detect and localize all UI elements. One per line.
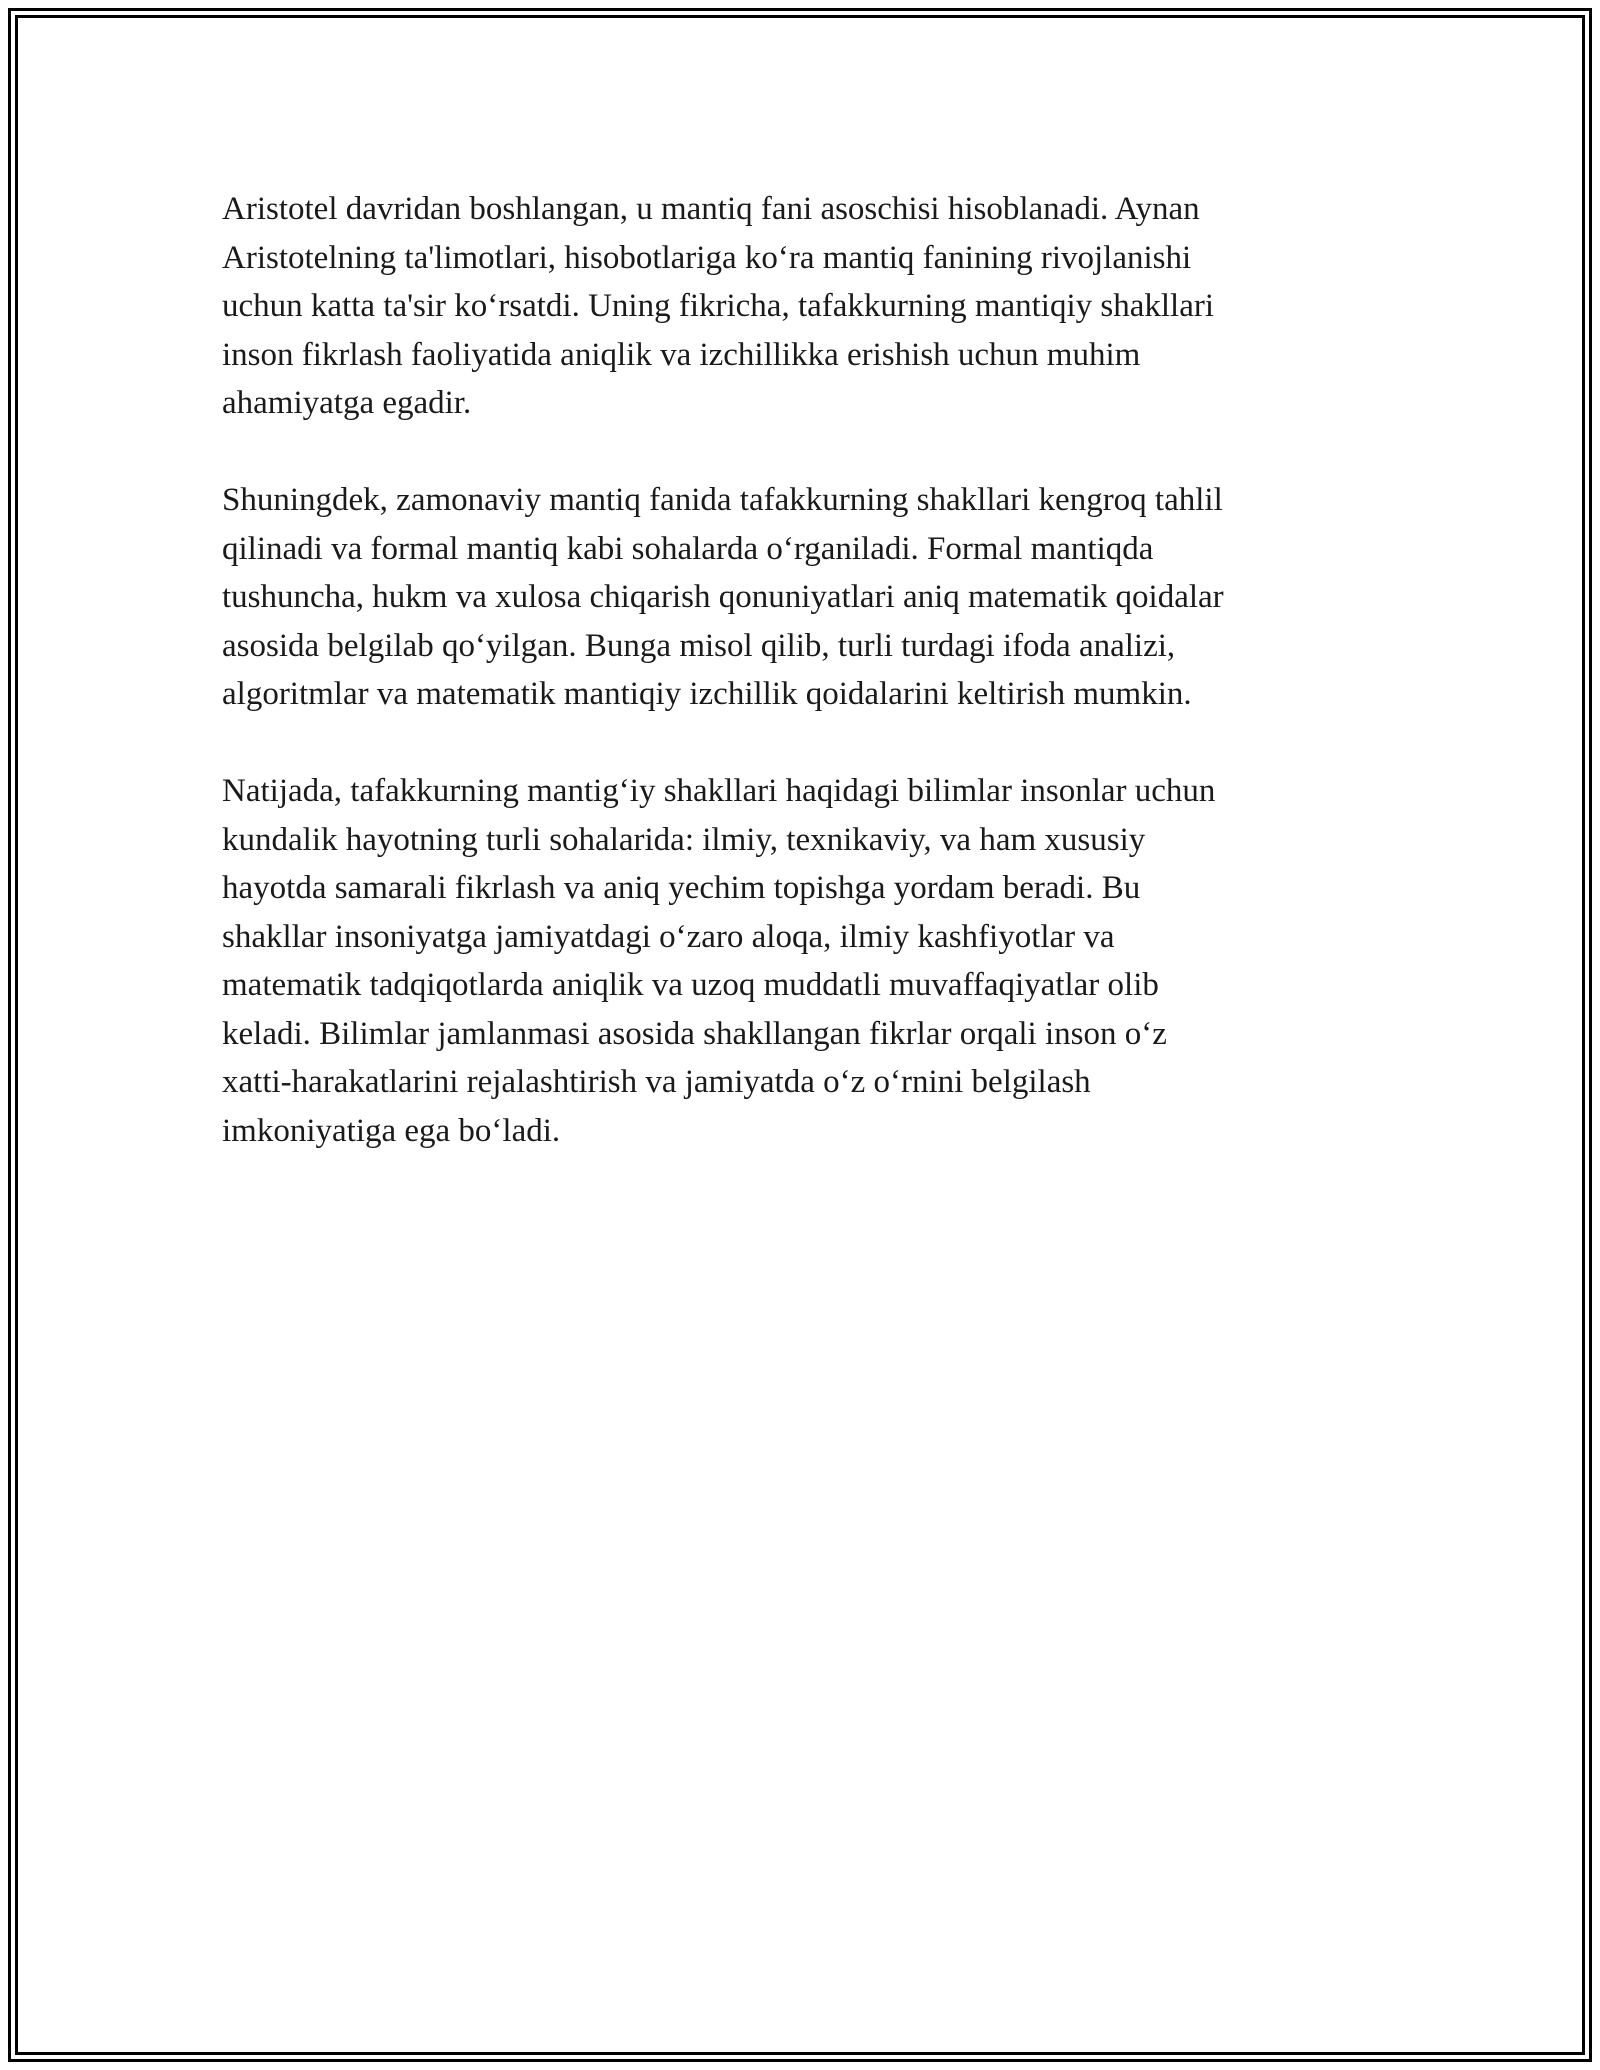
paragraph-aristotle [222,185,1372,428]
paragraph-modern-logic [222,476,1372,719]
text-line: Shuningdek, zamonaviy mantiq fanida tafakkurning shakllari kengroq tahlil [222,482,1223,518]
text-line: asosida belgilab qo‘yilgan. Bunga misol qilib, turli turdagi ifoda analizi, [222,627,1176,664]
text-line: hayotda samarali fikrlash va aniq yechim topishga yordam beradi. Bu [222,870,1141,906]
text-line: ahamiyatga egadir. [222,385,472,421]
text-line: kundalik hayotning turli sohalarida: ilmiy, texnikaviy, va ham xususiy [222,821,1146,858]
text-line: qilinadi va formal mantiq kabi sohalarda o‘rganiladi. Formal mantiqda [222,530,1154,567]
text-line: xatti-harakatlarini rejalashtirish va jamiyatda o‘z o‘rnini belgilash [222,1064,1091,1100]
text-line: Natijada, tafakkurning mantig‘iy shakllari haqidagi bilimlar insonlar uchun [222,773,1216,809]
text-line: imkoniyatiga ega bo‘ladi. [222,1112,561,1149]
text-line: uchun katta ta'sir ko‘rsatdi. Uning fikricha, tafakkurning mantiqiy shakllari [222,288,1215,324]
text-line: keladi. Bilimlar jamlanmasi asosida shakllangan fikrlar orqali inson o‘z [222,1015,1167,1052]
text-line: Aristotel davridan boshlangan, u mantiq fani asoschisi hisoblanadi. Aynan [222,191,1200,227]
text-line: algoritmlar va matematik mantiqiy izchillik qoidalarini keltirish mumkin. [222,676,1192,712]
text-line: inson fikrlash faoliyatida aniqlik va izchillikka erishish uchun muhim [222,336,1141,373]
document-body [222,185,1372,1204]
paragraph-conclusion [222,767,1372,1155]
text-line: tushuncha, hukm va xulosa chiqarish qonuniyatlari aniq matematik qoidalar [222,579,1224,615]
text-line: shakllar insoniyatga jamiyatdagi o‘zaro aloqa, ilmiy kashfiyotlar va [222,918,1115,955]
text-line: Aristotelning ta'limotlari, hisobotlariga ko‘ra mantiq fanining rivojlanishi [222,239,1192,276]
text-line: matematik tadqiqotlarda aniqlik va uzoq muddatli muvaffaqiyatlar olib [222,967,1159,1003]
